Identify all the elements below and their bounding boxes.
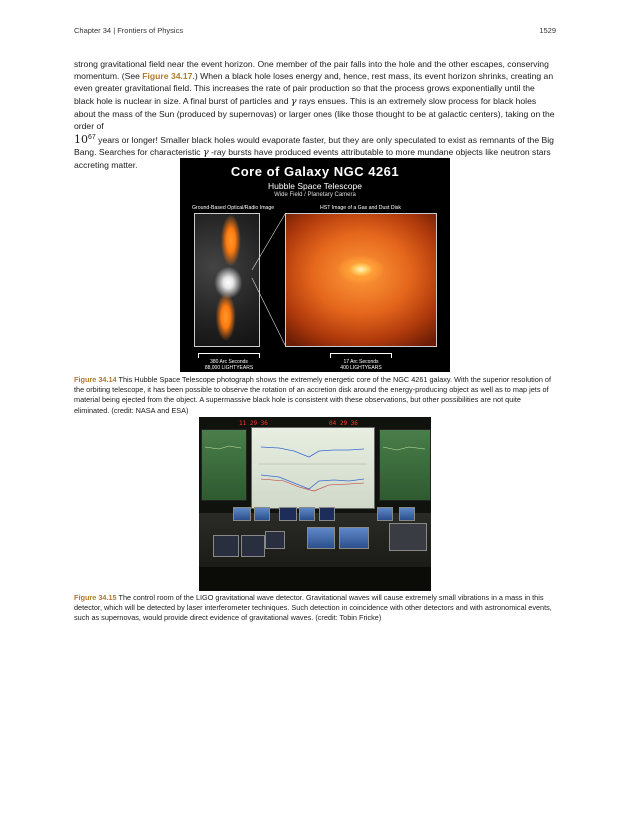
monitor xyxy=(279,507,297,521)
monitor xyxy=(319,507,335,521)
power-base: 10 xyxy=(74,133,88,147)
wall-clock-right: 04 29 36 xyxy=(329,420,358,427)
body-paragraph xyxy=(74,58,556,172)
right-scale-arcsec: 17 Arc Seconds xyxy=(343,359,379,365)
caption-text: The control room of the LIGO gravitational wave detector. Gravitational waves will cause extremely small vibrations in a mass in this detector, which will be detected by laser interferometer techniques. Such detection in coincidence with other detectors and with astronomical events, such as supernovas, would provide direct evidence of gravitational waves. (credit: Tobin Fricke) xyxy=(74,593,552,623)
monitor xyxy=(389,523,427,551)
monitor xyxy=(265,531,285,549)
wall-clock-left: 11 29 36 xyxy=(239,420,268,427)
figure-34-17-link[interactable]: Figure 34.17 xyxy=(142,71,193,82)
chapter-title: Chapter 34 | Frontiers of Physics xyxy=(74,26,184,35)
zoom-lines xyxy=(180,158,450,372)
right-scale-lightyears: 400 LIGHTYEARS xyxy=(340,365,382,371)
power-exponent: 67 xyxy=(88,134,96,142)
right-scale-bar xyxy=(330,353,392,371)
figure-ligo-control-room xyxy=(199,417,431,591)
running-head xyxy=(74,26,556,35)
floor xyxy=(199,567,431,591)
body-text-segment: rays ensues. This is an extremely slow process for black holes about the mass of the Sun (produced by supernovas) or larger ones (like those thought to be at galactic centers), taking on the order of xyxy=(74,95,555,132)
figure-image-title: Core of Galaxy NGC 4261 xyxy=(230,164,400,179)
monitor xyxy=(299,507,315,521)
figure-34-15-caption xyxy=(74,593,556,624)
figure-34-14-caption xyxy=(74,375,556,416)
figure-label: Figure 34.15 xyxy=(74,593,117,602)
monitor xyxy=(399,507,415,521)
body-text-segment: years or longer! Smaller black holes would evaporate faster, but they are only speculated to exist as remnants of the Big Bang. Searches for characteristic xyxy=(74,135,554,158)
monitor xyxy=(241,535,265,557)
gamma-symbol: γ xyxy=(202,147,209,159)
left-panel-label: Ground-Based Optical/Radio Image xyxy=(192,205,275,211)
caption-text: This Hubble Space Telescope photograph shows the extremely energetic core of the NGC 4261 galaxy. With the superior resolution of the orbiting telescope, it has been possible to observe the rotation of an accretion disk around the energy-producing object as well as to map jets of material being ejected from the object. A supermassive black hole is consistent with these observations, but other possibilities are not quite eliminated. (credit: NASA and ESA) xyxy=(74,375,552,415)
body-text-segment: strong gravitational field near the event horizon. One member of the pair falls into the hole and the other escapes, conserving momentum. (See xyxy=(74,59,549,82)
left-scale-lightyears: 88,000 LIGHTYEARS xyxy=(204,365,254,371)
body-text-segment: -ray bursts have produced events attributable to more mundane objects like neutron stars accreting matter. xyxy=(74,147,551,171)
body-text-segment: .) When a black hole loses energy and, hence, rest mass, its event horizon shrinks, creating an even greater gravitational field. This increases the rate of pair production so that the process grows exponentially until the black hole is nuclear in size. A final burst of particles and xyxy=(74,71,554,106)
left-scale-bar xyxy=(198,353,260,371)
monitor xyxy=(233,507,251,521)
left-scale-arcsec: 380 Arc Seconds xyxy=(210,359,248,365)
right-panel-label: HST Image of a Gas and Dust Disk xyxy=(320,205,401,211)
page-number: 1529 xyxy=(539,26,556,35)
monitor xyxy=(377,507,393,521)
figure-image-subtitle: Hubble Space Telescope xyxy=(268,181,362,191)
monitor xyxy=(307,527,335,549)
monitor xyxy=(254,507,270,521)
figure-ngc4261-image xyxy=(180,158,450,372)
monitor xyxy=(213,535,239,557)
figure-image-camera: Wide Field / Planetary Camera xyxy=(274,192,356,198)
monitor xyxy=(339,527,369,549)
gamma-symbol: γ xyxy=(290,95,297,107)
figure-label: Figure 34.14 xyxy=(74,375,117,384)
